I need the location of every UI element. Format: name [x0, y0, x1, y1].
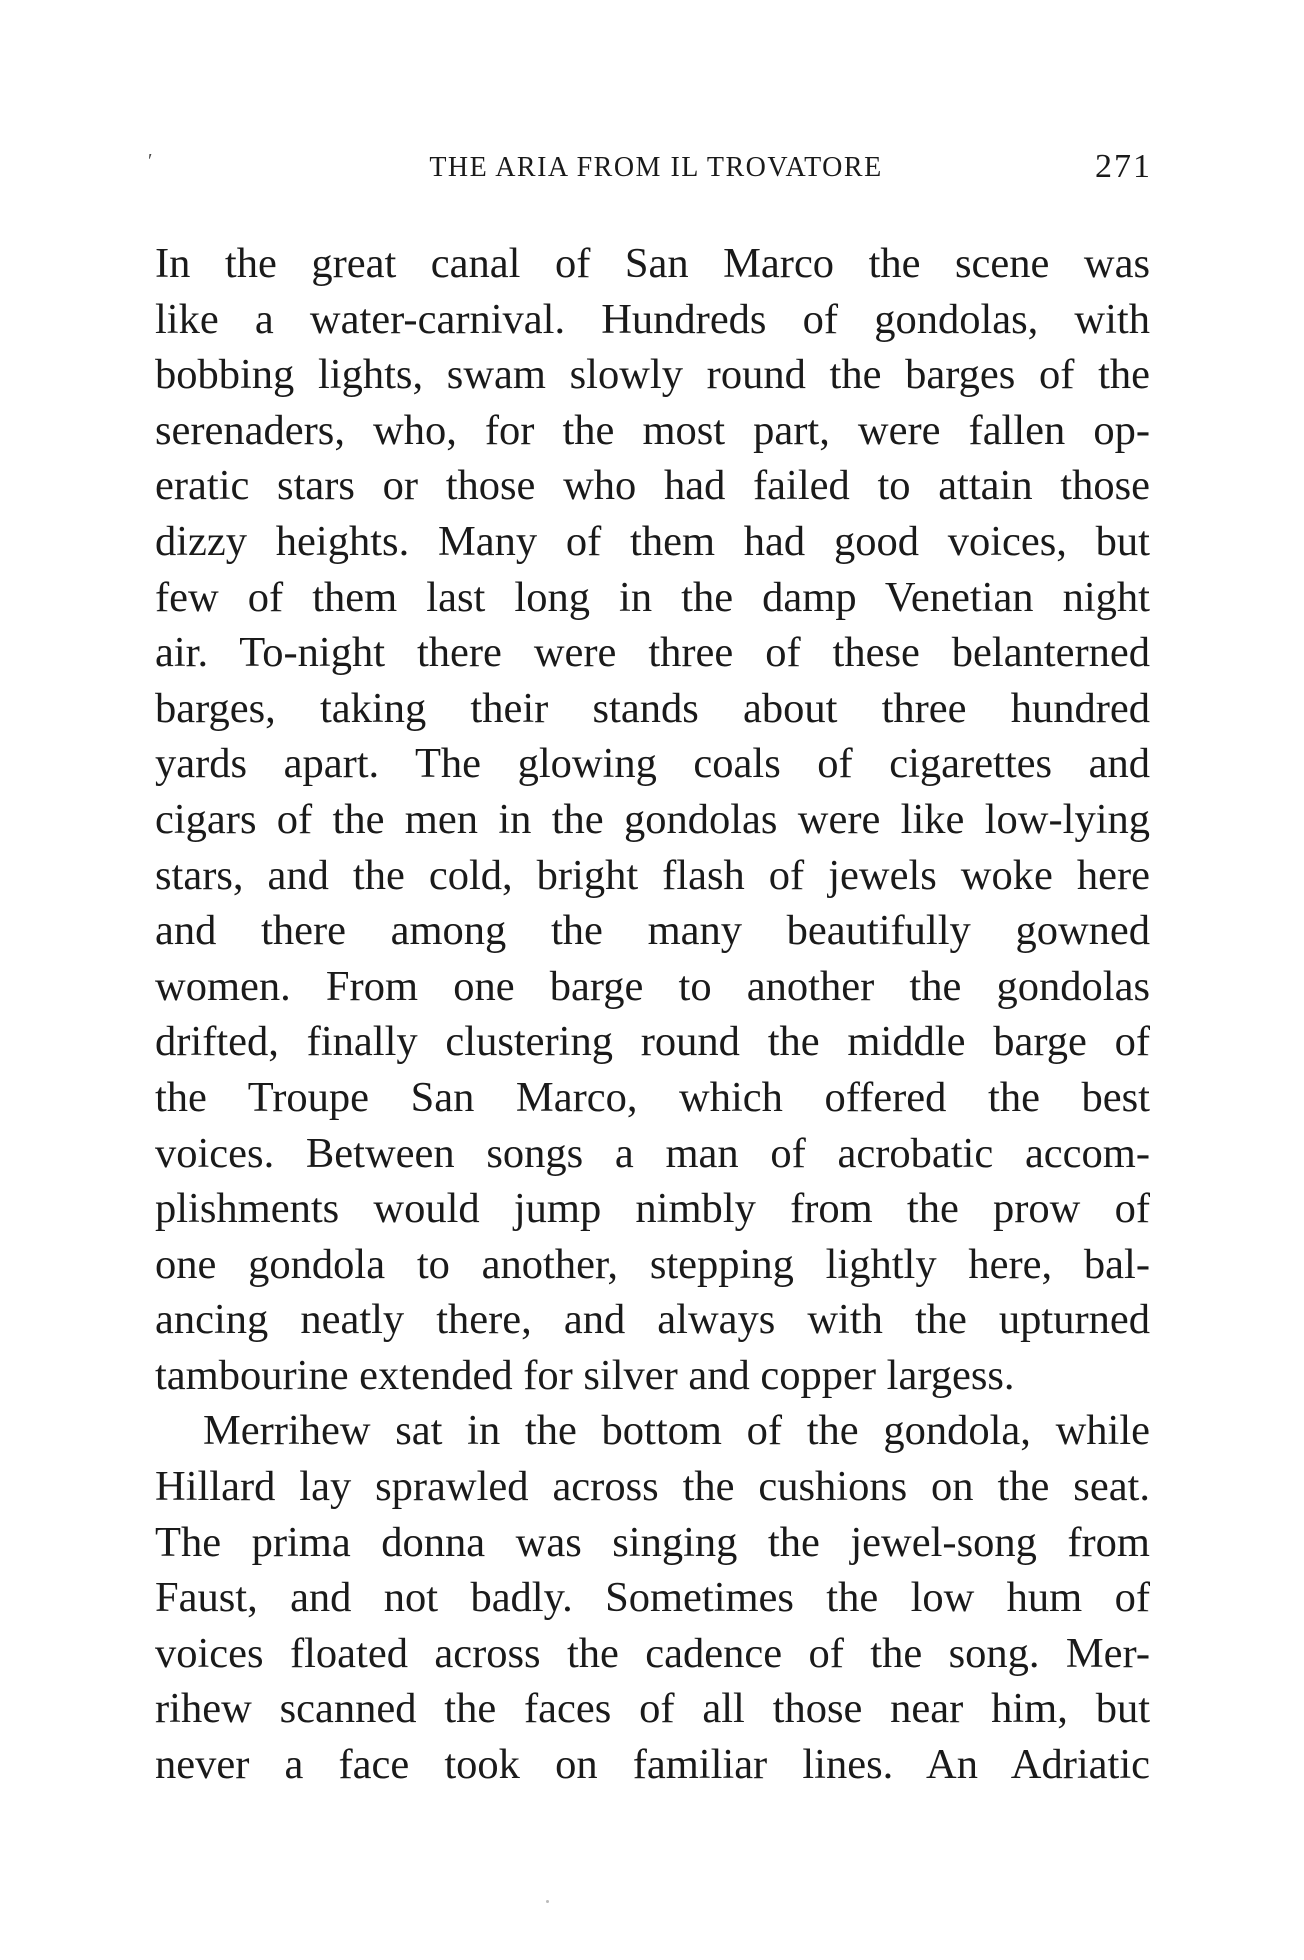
text-line: voices. Between songs a man of acrobatic accom-	[155, 1129, 1150, 1177]
text-line: voices floated across the cadence of the song. Mer-	[155, 1629, 1150, 1677]
text-line: women. From one barge to another the gondolas	[155, 962, 1150, 1010]
text-line: cigars of the men in the gondolas were like low-lying	[155, 795, 1150, 843]
text-line: drifted, finally clustering round the middle barge of	[155, 1018, 1150, 1066]
printer-mark: ′	[148, 150, 153, 172]
text-line: the Troupe San Marco, which offered the best	[155, 1073, 1150, 1121]
text-line: yards apart. The glowing coals of cigarettes and	[155, 740, 1150, 788]
running-head	[148, 148, 1152, 188]
text-line: tambourine extended for silver and copper largess.	[155, 1351, 1015, 1399]
text-line: few of them last long in the damp Venetian night	[155, 573, 1150, 621]
text-line: dizzy heights. Many of them had good voices, but	[155, 517, 1150, 565]
text-line: Faust, and not badly. Sometimes the low hum of	[155, 1574, 1150, 1622]
text-line: and there among the many beautifully gowned	[155, 907, 1150, 955]
text-line: bobbing lights, swam slowly round the barges of the	[155, 351, 1150, 399]
text-line: like a water-carnival. Hundreds of gondolas, with	[155, 295, 1150, 343]
text-line: one gondola to another, stepping lightly here, bal-	[155, 1240, 1150, 1288]
text-line: The prima donna was singing the jewel-song from	[155, 1518, 1150, 1566]
text-line: rihew scanned the faces of all those near him, but	[155, 1685, 1150, 1733]
text-line: eratic stars or those who had failed to attain those	[155, 462, 1150, 510]
text-line: stars, and the cold, bright flash of jewels woke here	[155, 851, 1150, 899]
page-number: 271	[1095, 148, 1152, 185]
text-line: In the great canal of San Marco the scene was	[155, 240, 1150, 287]
text-line: Hillard lay sprawled across the cushions on the seat.	[155, 1463, 1150, 1511]
text-line: Merrihew sat in the bottom of the gondola, while	[203, 1407, 1150, 1455]
text-line: ancing neatly there, and always with the upturned	[155, 1296, 1150, 1344]
body-text	[155, 236, 1150, 1793]
text-line: never a face took on familiar lines. An Adriatic	[155, 1741, 1150, 1789]
running-title: THE ARIA FROM IL TROVATORE	[429, 152, 883, 183]
printer-speck	[546, 1900, 549, 1903]
text-line: air. To-night there were three of these belanterned	[155, 629, 1150, 677]
text-line: serenaders, who, for the most part, were fallen op-	[155, 406, 1150, 454]
text-line: plishments would jump nimbly from the prow of	[155, 1185, 1150, 1233]
text-line: barges, taking their stands about three hundred	[155, 684, 1150, 732]
